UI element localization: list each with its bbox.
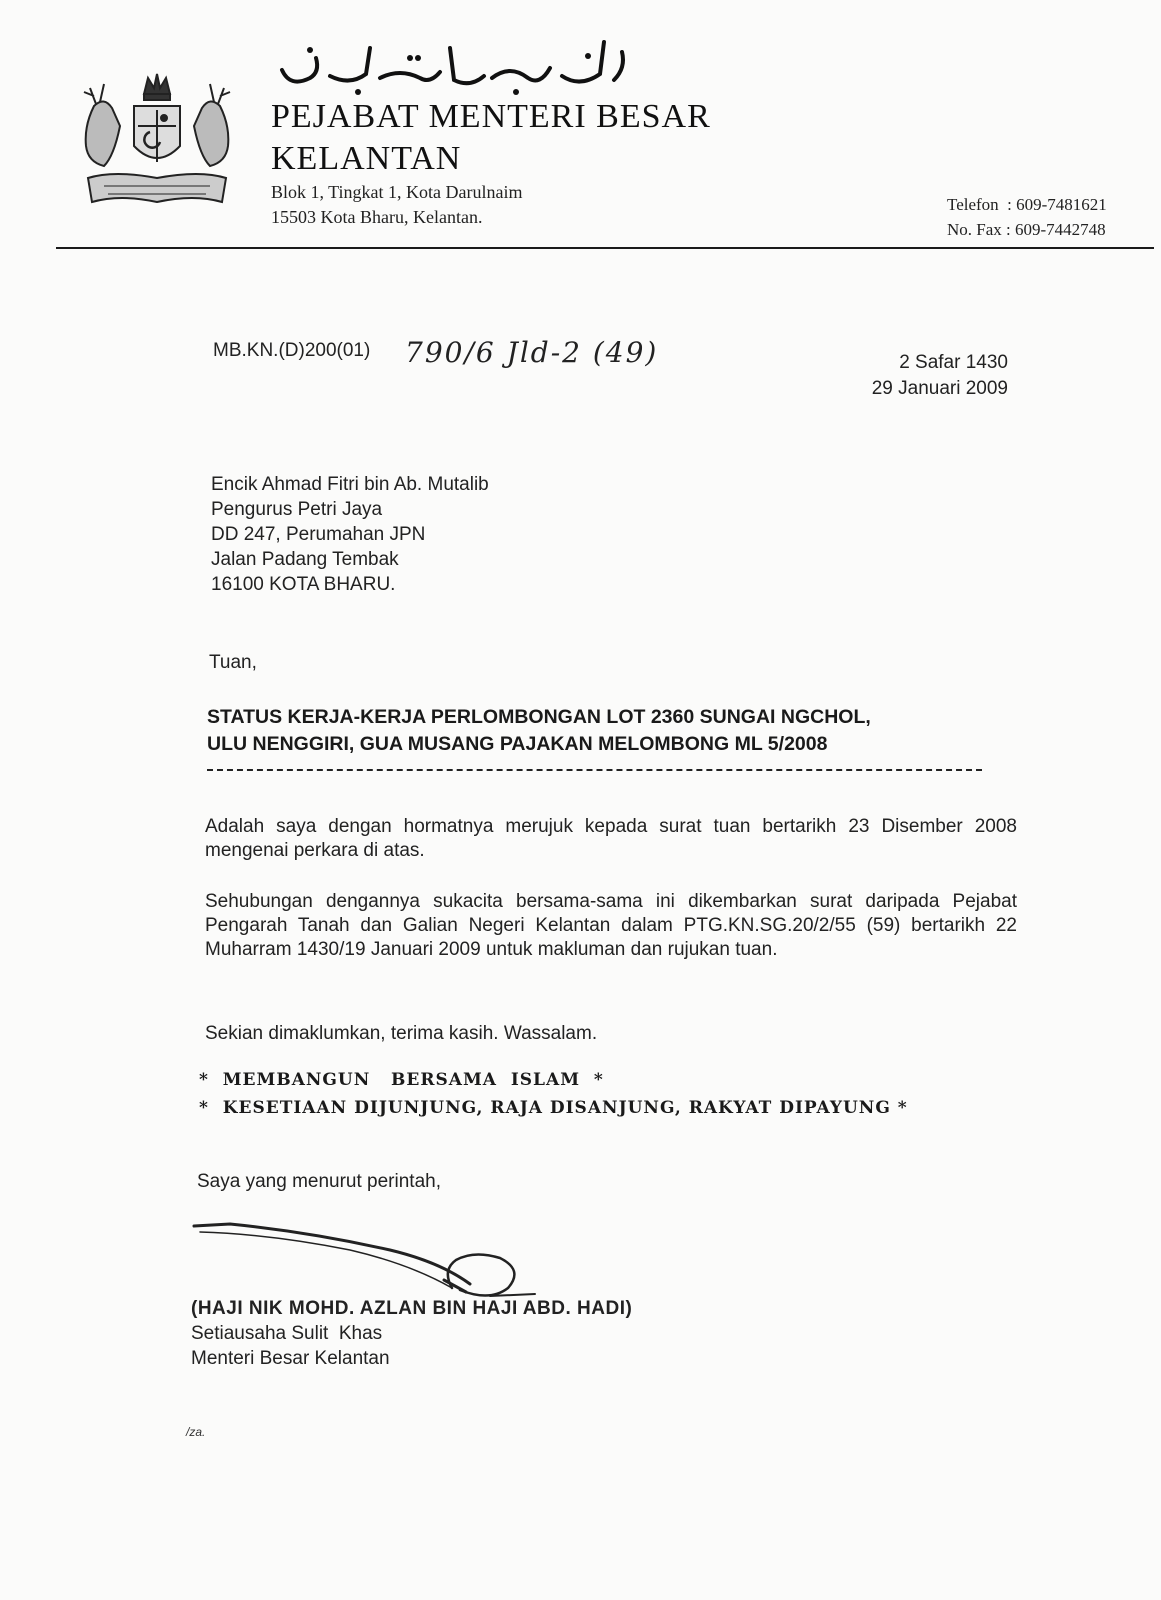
- office-name: [271, 96, 711, 180]
- office-name-line1: PEJABAT MENTERI BESAR: [271, 98, 711, 135]
- address-line2: 15503 Kota Bharu, Kelantan.: [271, 207, 483, 227]
- subject: [207, 704, 997, 758]
- recipient-block: [211, 472, 489, 597]
- fax: No. Fax : 609-7442748: [947, 220, 1106, 239]
- signer-name: (HAJI NIK MOHD. AZLAN BIN HAJI ABD. HADI): [191, 1298, 633, 1319]
- signer-block: [191, 1296, 632, 1371]
- signer-position: Setiausaha Sulit Khas: [191, 1323, 383, 1344]
- recipient-address3: 16100 KOTA BHARU.: [211, 574, 396, 595]
- office-name-line2: KELANTAN: [271, 140, 462, 177]
- subject-line2: ULU NENGGIRI, GUA MUSANG PAJAKAN MELOMBONG ML 5/2008: [207, 733, 828, 755]
- handwritten-reference: 790/6 Jld-2 (49): [405, 336, 659, 369]
- telefon: Telefon : 609-7481621: [947, 195, 1107, 214]
- typist-reference: /za.: [186, 1425, 206, 1439]
- body-paragraph-2: Sehubungan dengannya sukacita bersama-sama ini dikembarkan surat daripada Pejabat Pengarah Tanah dan Galian Negeri Kelantan dalam PTG.KN.SG.20/2/55 (59) bertarikh 22 Muharram 1430/19 Januari 2009 untuk makluman dan rujukan tuan.: [205, 891, 1017, 960]
- body-paragraph-3: Sekian dimaklumkan, terima kasih. Wassalam.: [205, 1023, 598, 1044]
- address-line1: Blok 1, Tingkat 1, Kota Darulnaim: [271, 182, 523, 202]
- office-contact: [947, 192, 1107, 242]
- body-paragraph-1: Adalah saya dengan hormatnya merujuk kepada surat tuan bertarikh 23 Disember 2008 mengenai perkara di atas.: [205, 816, 1017, 861]
- reference-number: MB.KN.(D)200(01): [213, 340, 371, 361]
- motto: [199, 1066, 908, 1122]
- office-address: [271, 180, 523, 230]
- signature-icon: [190, 1210, 550, 1300]
- letterhead-divider: [56, 247, 1154, 249]
- jawi-calligraphy-icon: [270, 28, 640, 98]
- closing: Saya yang menurut perintah,: [197, 1171, 441, 1192]
- state-crest-icon: [74, 66, 240, 218]
- motto-line1: * MEMBANGUN BERSAMA ISLAM *: [199, 1070, 604, 1090]
- letter-date: [872, 350, 1008, 402]
- date-gregorian: 29 Januari 2009: [871, 378, 1008, 399]
- subject-line1: STATUS KERJA-KERJA PERLOMBONGAN LOT 2360 SUNGAI NGCHOL,: [207, 706, 871, 728]
- motto-line2: * KESETIAAN DIJUNJUNG, RAJA DISANJUNG, RAKYAT DIPAYUNG *: [199, 1098, 908, 1118]
- recipient-title: Pengurus Petri Jaya: [211, 499, 383, 520]
- recipient-address1: DD 247, Perumahan JPN: [211, 524, 426, 545]
- recipient-address2: Jalan Padang Tembak: [211, 549, 399, 570]
- signer-office: Menteri Besar Kelantan: [191, 1348, 390, 1369]
- date-hijri: 2 Safar 1430: [899, 352, 1008, 373]
- salutation: Tuan,: [209, 652, 257, 673]
- recipient-name: Encik Ahmad Fitri bin Ab. Mutalib: [211, 474, 489, 495]
- subject-underline: [207, 769, 982, 771]
